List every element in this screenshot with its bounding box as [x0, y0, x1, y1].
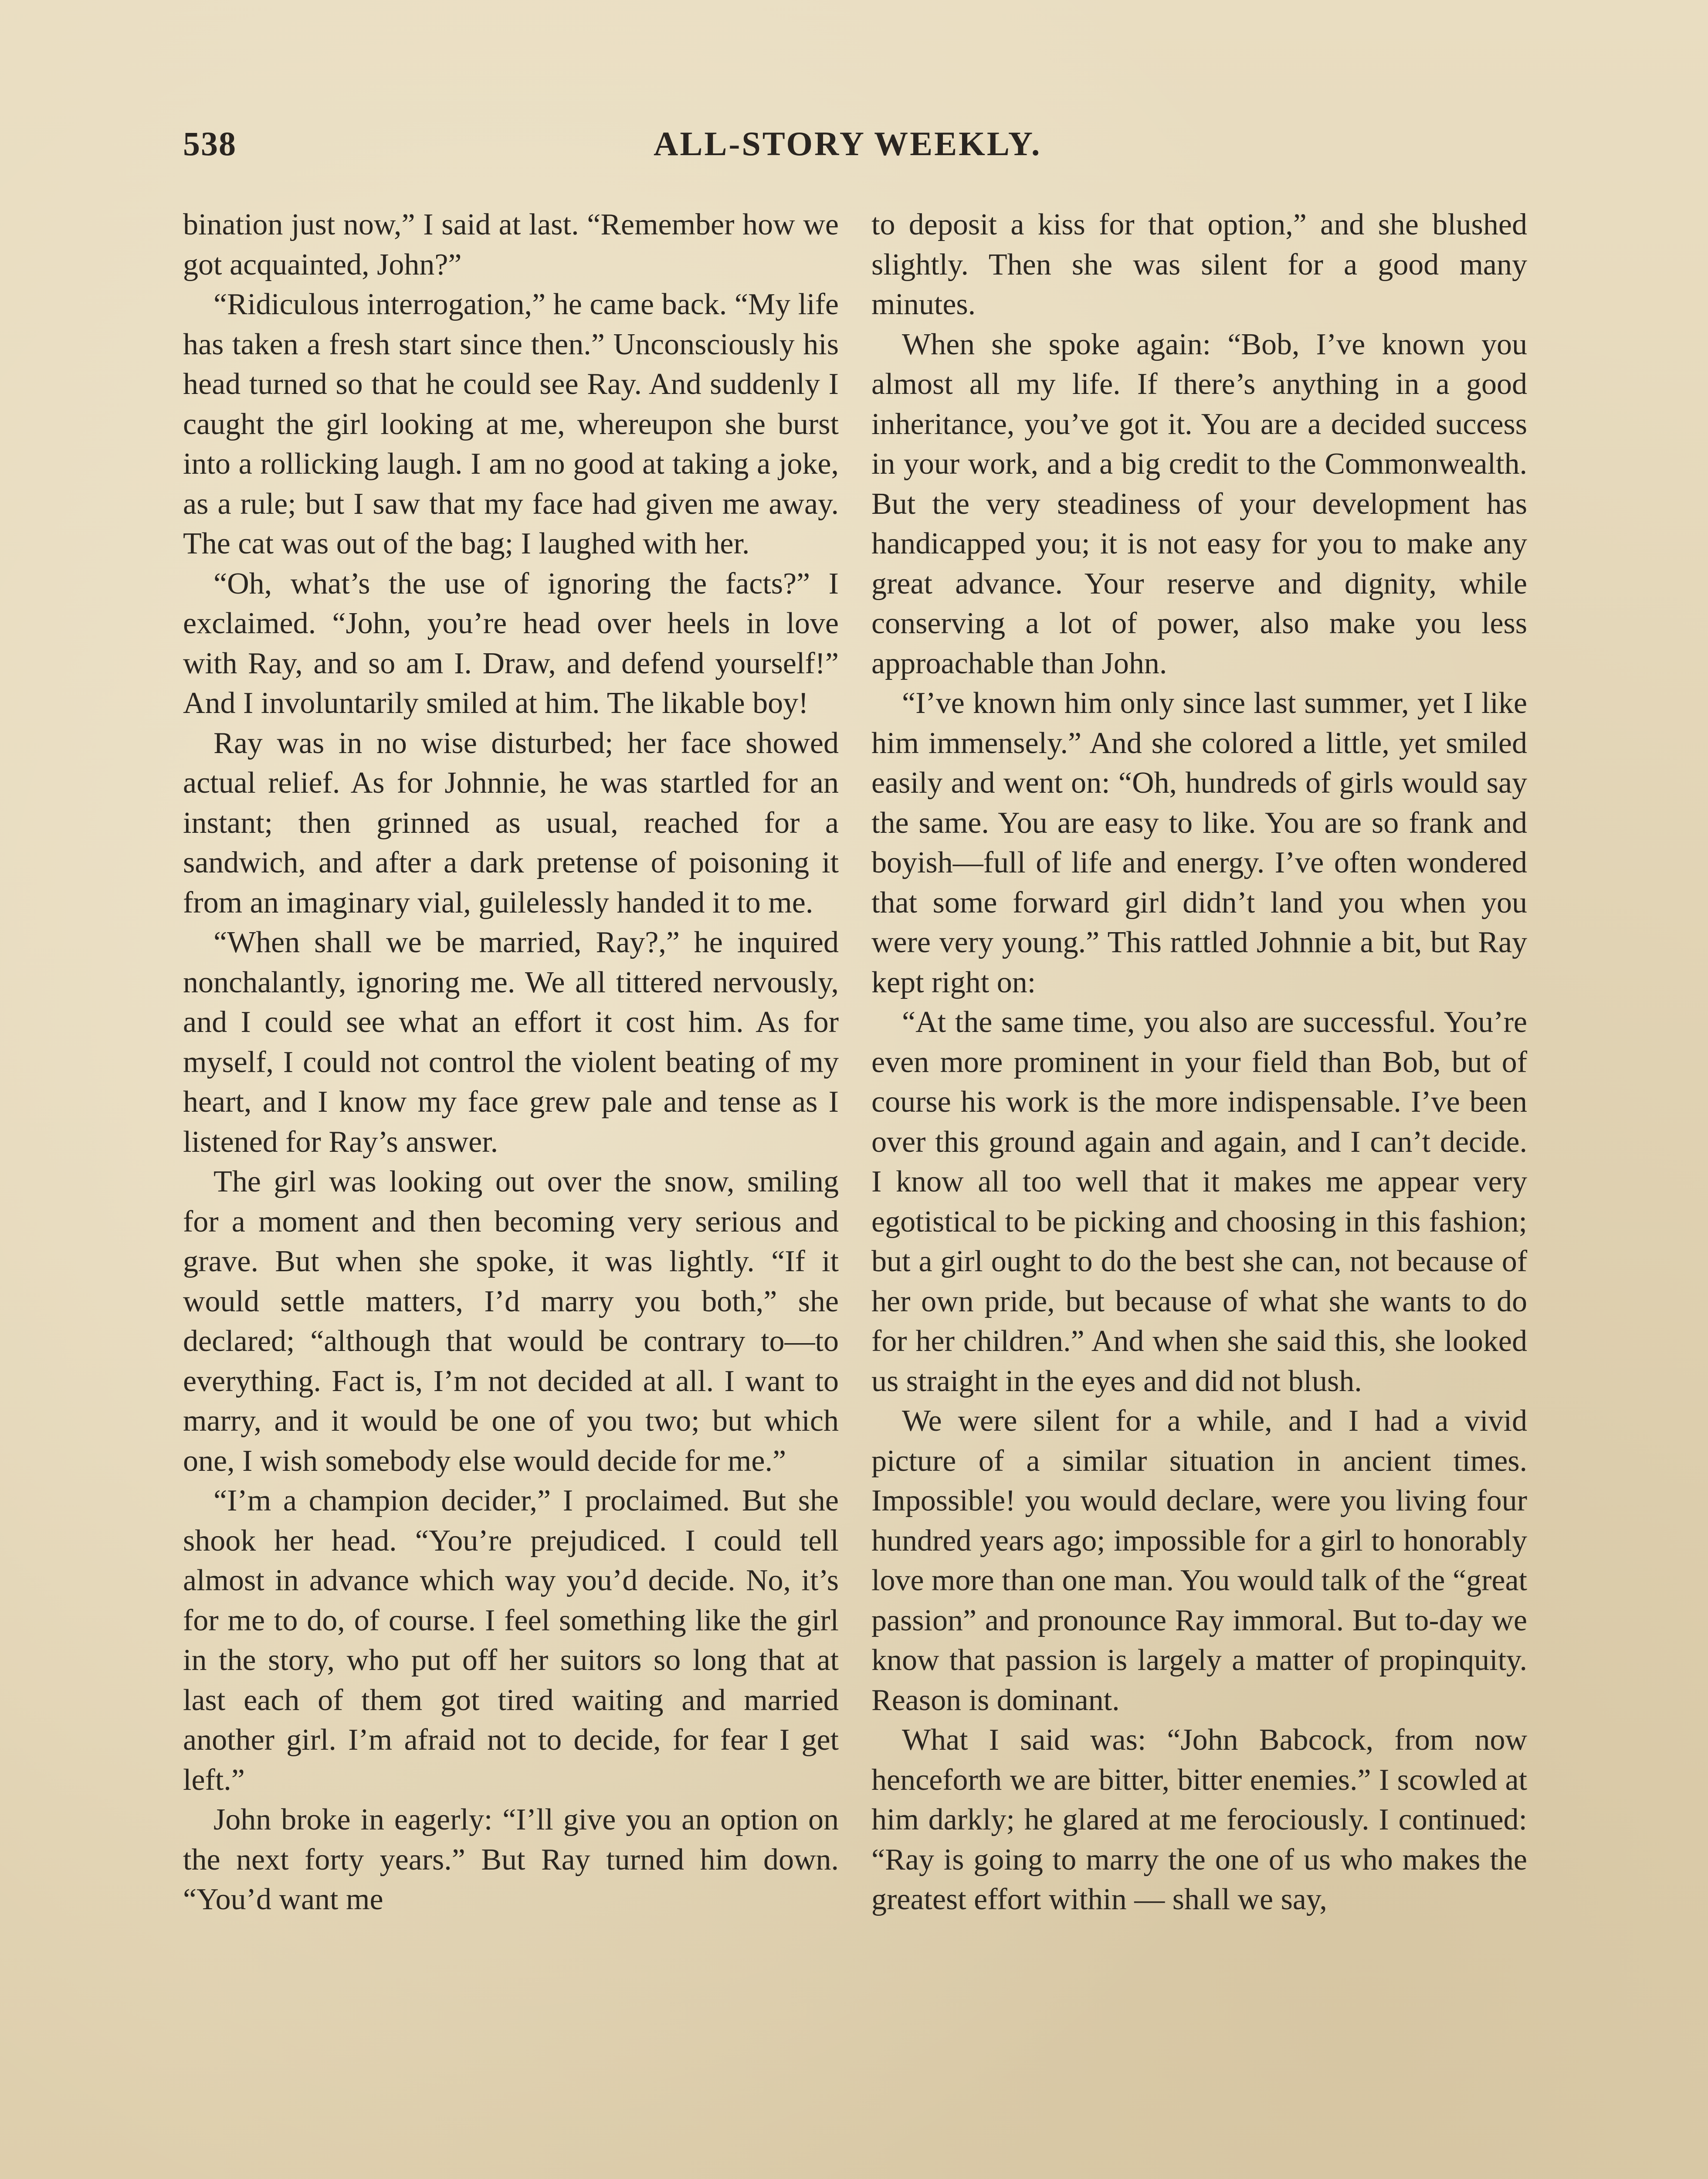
paragraph: to deposit a kiss for that option,” and she blushed slightly. Then she was silent for a good many minutes.	[871, 208, 1527, 321]
paragraph: The girl was looking out over the snow, smiling for a moment and then becoming very serious and grave. But when she spoke, it was lightly. “If it would settle matters, I’d marry you both,” she declared; “although that would be contrary to—to everything. Fact is, I’m not decided at all. I want to marry, and it would be one of you two; but which one, I wish somebody else would decide for me.”	[183, 1165, 839, 1478]
paragraph: “Oh, what’s the use of ignoring the facts?” I exclaimed. “John, you’re head over heels in love with Ray, and so am I. Draw, and defend yourself!” And I involuntarily smiled at him. The likable boy!	[183, 567, 839, 720]
paragraph: Ray was in no wise disturbed; her face showed actual relief. As for Johnnie, he was startled for an instant; then grinned as usual, reached for a sandwich, and after a dark pretense of poisoning it from an imaginary vial, guilelessly handed it to me.	[183, 726, 839, 920]
page-number: 538	[183, 125, 237, 163]
right-column	[871, 205, 1527, 1920]
running-head: ALL-STORY WEEKLY.	[654, 125, 1042, 163]
paragraph: John broke in eagerly: “I’ll give you an option on the next forty years.” But Ray turned him down. “You’d want me	[183, 1803, 839, 1916]
paragraph: We were silent for a while, and I had a vivid picture of a similar situation in ancient times. Impossible! you would declare, were you living four hundred years ago; impossible for a girl to honorably love more than one man. You would talk of the “great passion” and pronounce Ray immoral. But to-day we know that passion is largely a matter of propinquity. Reason is dominant.	[871, 1404, 1527, 1717]
page-header	[183, 124, 1534, 176]
paragraph: What I said was: “John Babcock, from now henceforth we are bitter, bitter enemies.” I scowled at him darkly; he glared at me ferociously. I continued: “Ray is going to marry the one of us who makes the greatest effort within — shall we say,	[871, 1723, 1527, 1916]
left-column	[183, 205, 839, 1920]
paragraph: “At the same time, you also are successful. You’re even more prominent in your field than Bob, but of course his work is the more indispensable. I’ve been over this ground again and again, and I can’t decide. I know all too well that it makes me appear very egotistical to be picking and choosing in this fashion; but a girl ought to do the best she can, not because of her own pride, but because of what she wants to do for her children.” And when she said this, she looked us straight in the eyes and did not blush.	[871, 1005, 1527, 1398]
paragraph: “I’m a champion decider,” I proclaimed. But she shook her head. “You’re prejudiced. I could tell almost in advance which way you’d decide. No, it’s for me to do, of course. I feel something like the girl in the story, who put off her suitors so long that at last each of them got tired waiting and married another girl. I’m afraid not to decide, for fear I get left.”	[183, 1484, 839, 1797]
paragraph: “I’ve known him only since last summer, yet I like him immensely.” And she colored a little, yet smiled easily and went on: “Oh, hundreds of girls would say the same. You are easy to like. You are so frank and boyish—full of life and energy. I’ve often wondered that some forward girl didn’t land you when you were very young.” This rattled Johnnie a bit, but Ray kept right on:	[871, 686, 1527, 999]
paragraph: “When shall we be married, Ray?,” he inquired nonchalantly, ignoring me. We all tittered nervously, and I could see what an effort it cost him. As for myself, I could not control the violent beating of my heart, and I know my face grew pale and tense as I listened for Ray’s answer.	[183, 926, 839, 1159]
paragraph: When she spoke again: “Bob, I’ve known you almost all my life. If there’s anything in a good inheritance, you’ve got it. You are a decided success in your work, and a big credit to the Commonwealth. But the very steadiness of your development has handicapped you; it is not easy for you to make any great advance. Your reserve and dignity, while conserving a lot of power, also make you less approachable than John.	[871, 327, 1527, 680]
paragraph: bination just now,” I said at last. “Remember how we got acquainted, John?”	[183, 208, 839, 282]
paragraph: “Ridiculous interrogation,” he came back. “My life has taken a fresh start since then.” Unconsciously his head turned so that he could see Ray. And suddenly I caught the girl looking at me, whereupon she burst into a rollicking laugh. I am no good at taking a joke, as a rule; but I saw that my face had given me away. The cat was out of the bag; I laughed with her.	[183, 288, 839, 560]
